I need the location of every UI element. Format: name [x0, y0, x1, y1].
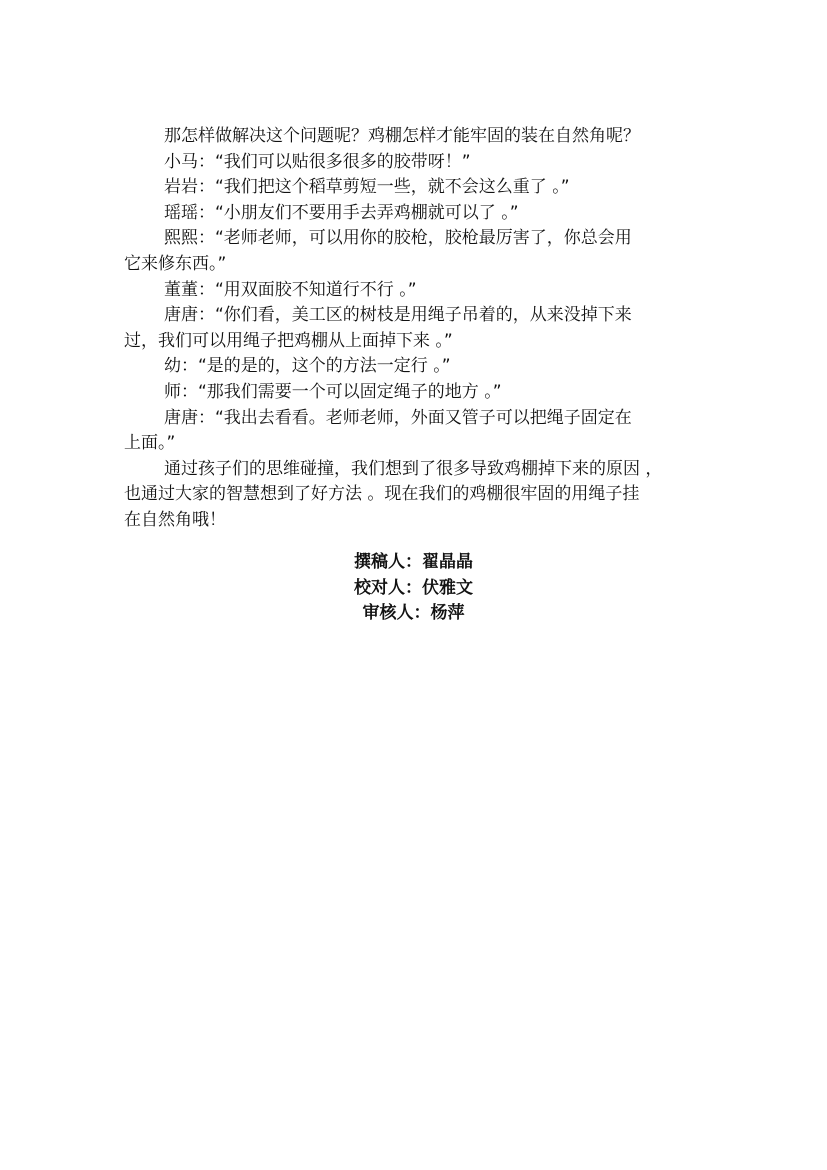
text-line: 在自然角哦！: [124, 509, 226, 530]
text-line: 也通过大家的智慧想到了好方法 。现在我们的鸡棚很牢固的用绳子挂: [124, 484, 640, 505]
paragraph: [124, 150, 696, 176]
paragraph: [124, 380, 696, 406]
text-line: 幼：“是的是的，这个的方法一定行 。”: [164, 356, 451, 377]
text-line: 熙熙：“老师老师，可以用你的胶枪，胶枪最厉害了，你总会用: [164, 228, 632, 249]
article-body: [124, 124, 696, 534]
signature-block: [0, 550, 827, 627]
text-line: 岩岩：“我们把这个稻草剪短一些，就不会这么重了 。”: [164, 177, 570, 198]
paragraph: [124, 354, 696, 380]
text-line: 唐唐：“你们看，美工区的树枝是用绳子吊着的，从来没掉下来: [164, 305, 632, 326]
paragraph: [124, 175, 696, 201]
text-line: 那怎样做解决这个问题呢？鸡棚怎样才能牢固的装在自然角呢？: [164, 126, 640, 146]
text-line: 董董：“用双面胶不知道行不行 。”: [164, 279, 417, 300]
paragraph: [124, 278, 696, 304]
paragraph: [124, 303, 696, 354]
text-line: 上面。”: [124, 433, 176, 454]
text-line: 它来修东西。”: [124, 253, 227, 274]
text-line: 过，我们可以用绳子把鸡棚从上面掉下来 。”: [124, 330, 453, 351]
text-line: 师：“那我们需要一个可以固定绳子的地方 。”: [164, 381, 502, 402]
text-line: 瑶瑶：“小朋友们不要用手去弄鸡棚就可以了 。”: [164, 202, 519, 223]
text-line: 小马：“我们可以贴很多很多的胶带呀！”: [164, 151, 471, 172]
paragraph: [124, 226, 696, 277]
writer-credit: 撰稿人：翟晶晶: [354, 552, 473, 572]
paragraph: [124, 457, 696, 534]
paragraph: [124, 406, 696, 457]
reviewer-credit: 审核人：杨萍: [362, 603, 465, 624]
text-line: 唐唐：“我出去看看。老师老师，外面又管子可以把绳子固定在: [164, 407, 632, 428]
text-line: 通过孩子们的思维碰撞，我们想到了很多导致鸡棚掉下来的原因 ，: [164, 458, 663, 479]
proofreader-credit: 校对人：伏雅文: [354, 577, 473, 598]
paragraph: [124, 201, 696, 227]
paragraph: [124, 124, 696, 150]
